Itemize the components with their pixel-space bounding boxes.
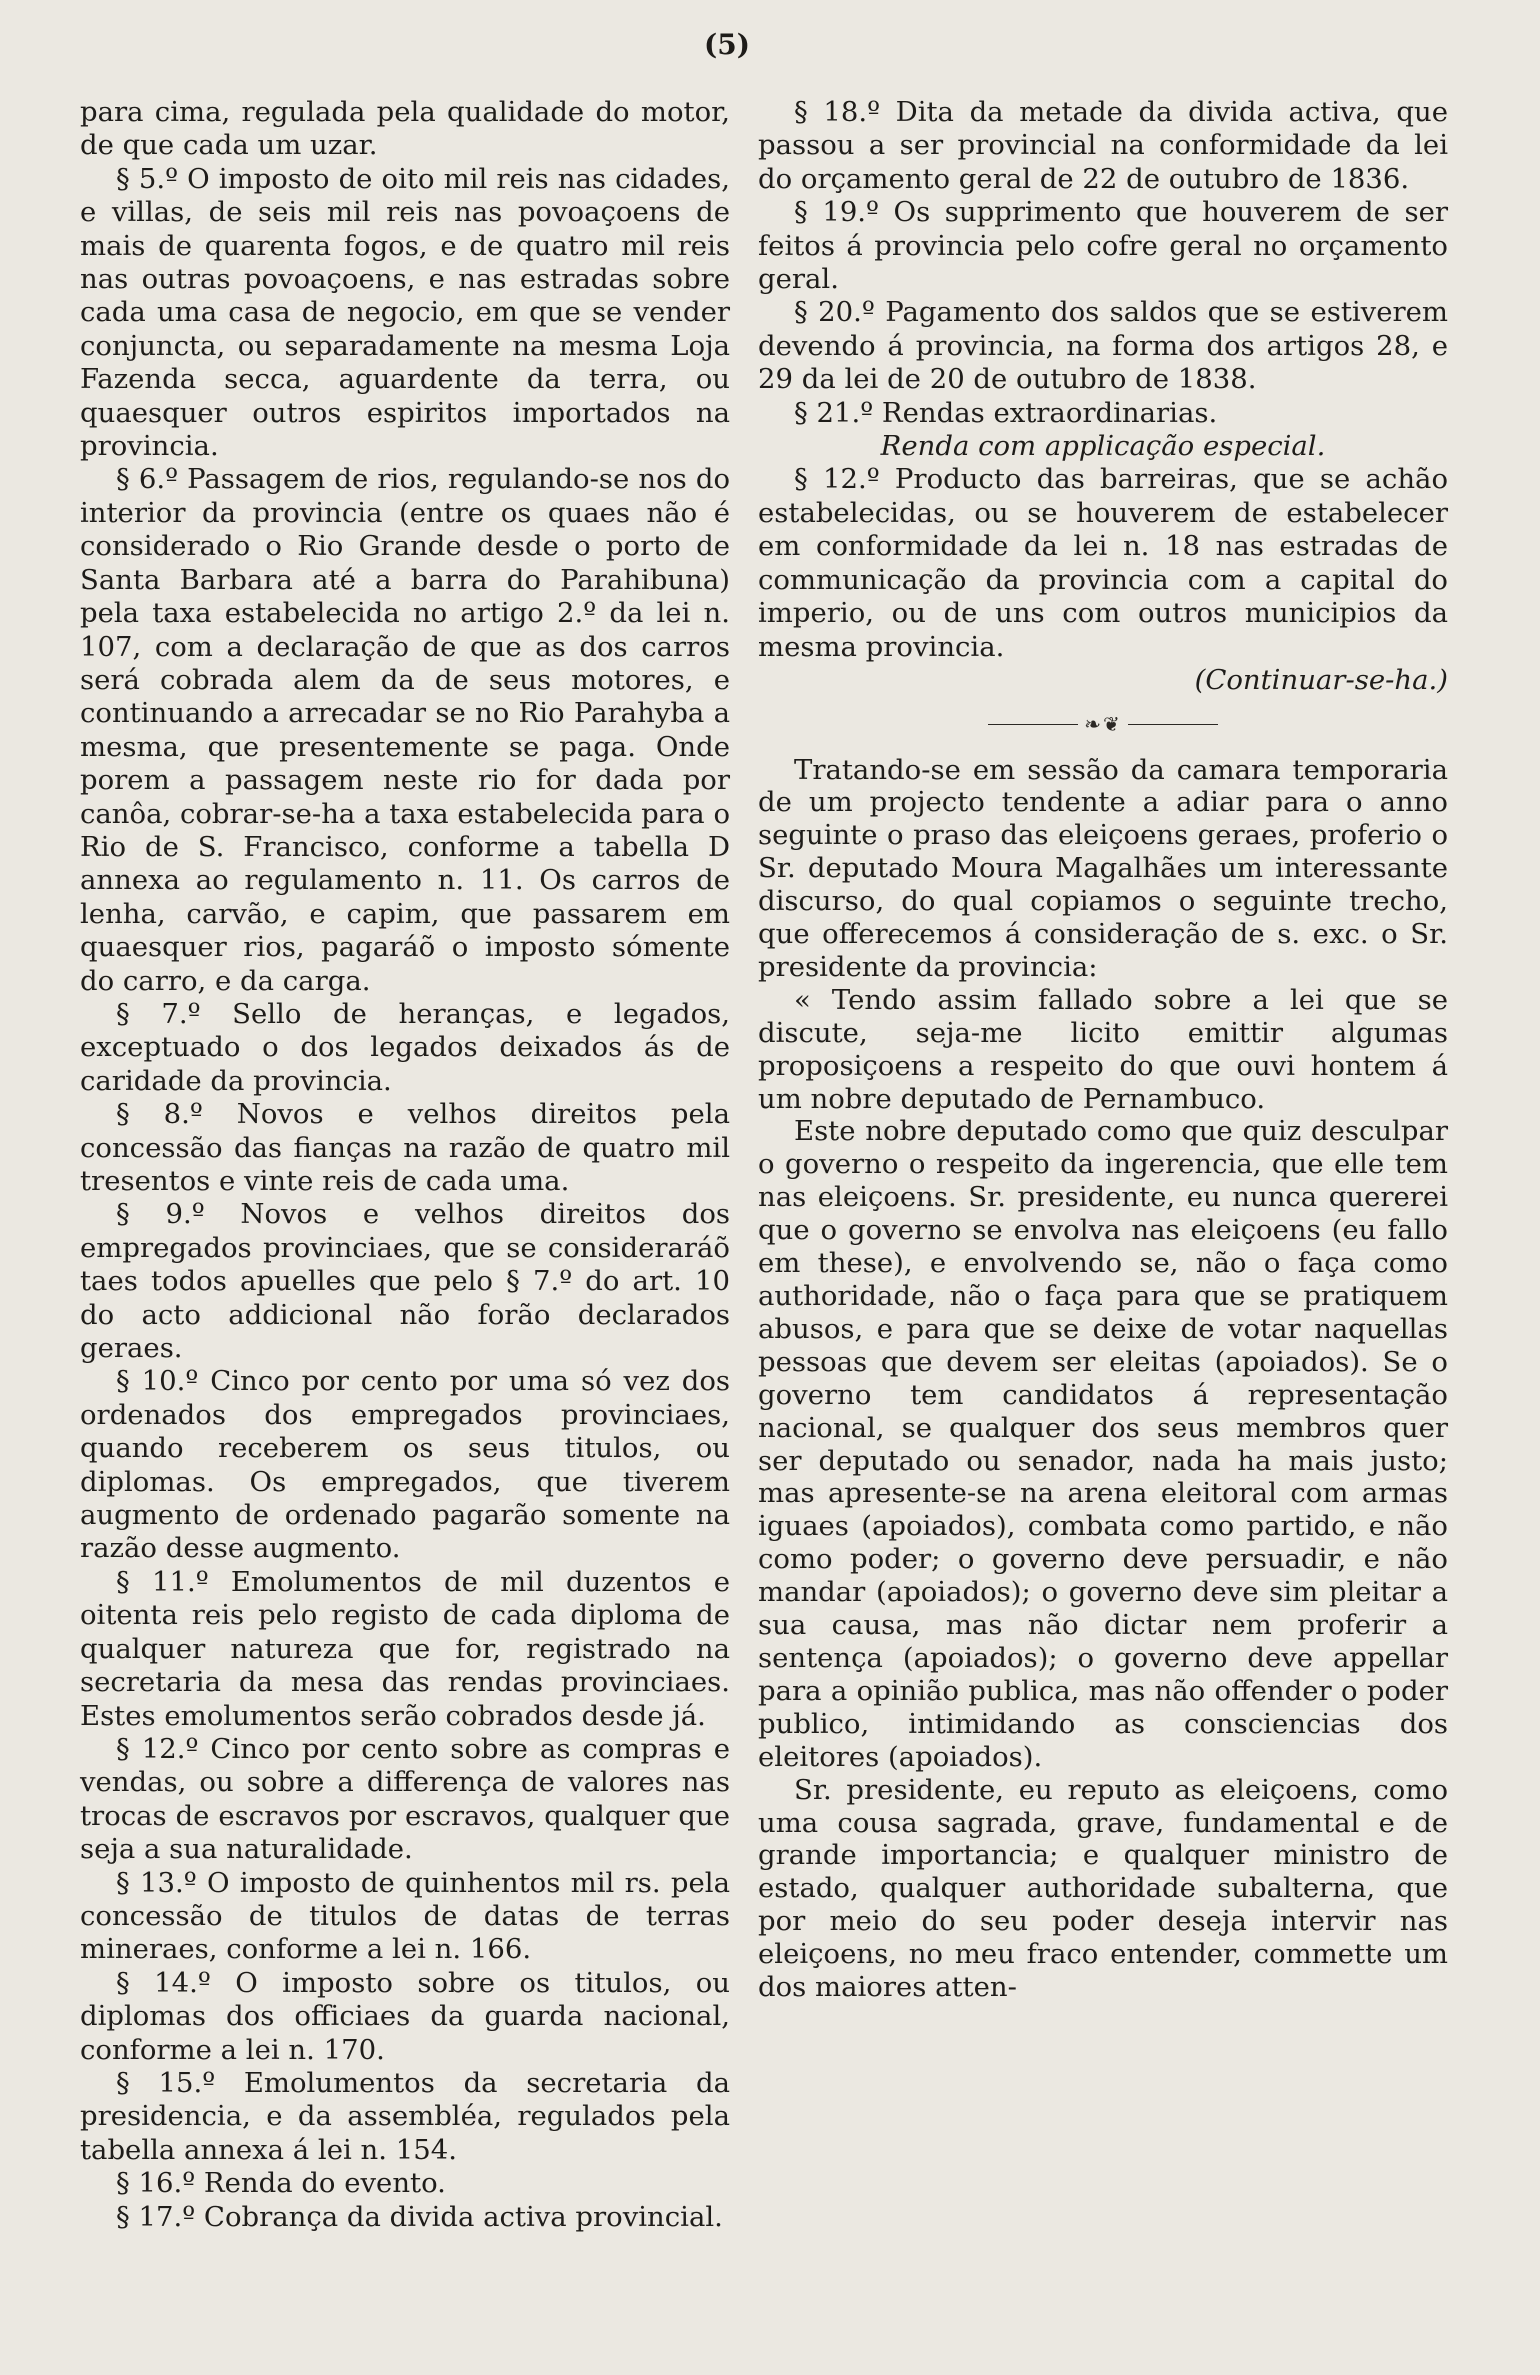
paragraph-section-19: § 19.º Os supprimento que houverem de ser feitos á provincia pelo cofre geral no orçamento geral. xyxy=(758,196,1448,296)
ornament-icon: ❧❦ xyxy=(1084,712,1122,737)
paragraph-section-17: § 17.º Cobrança da divida activa provincial. xyxy=(116,2200,723,2233)
paragraph-speech-2: Este nobre deputado como que quiz desculpar o governo o respeito da ingerencia, que elle tem nas eleiçoens. Sr. presidente, eu nunca quererei que o governo se envolva nas eleiçoens (eu fallo em these), e envolvendo se, não o faça como authoridade, não o faça para que se pratiquem abusos, e para que se deixe de votar naquellas pessoas que devem ser eleitas (apoiados). Se o governo tem candidatos á representação nacional, se qualquer dos seus membros quer ser deputado ou senador, nada ha mais justo; mas apresente-se na arena eleitoral com armas iguaes (apoiados), combata como partido, e não como poder; o governo deve persuadir, e não mandar (apoiados); o governo deve sim pleitar a sua causa, mas não dictar nem proferir a sentença (apoiados); o governo deve appellar para a opinião publica, mas não offender o poder publico, intimidando as consciencias dos eleitores (apoiados). xyxy=(758,1115,1448,1773)
paragraph-section-15: § 15.º Emolumentos da secretaria da presidencia, e da assembléa, regulados pela tabella annexa á lei n. 154. xyxy=(80,2066,730,2166)
right-column xyxy=(758,96,1448,2004)
paragraph-section-16: § 16.º Renda do evento. xyxy=(116,2167,446,2200)
paragraph-section-9: § 9.º Novos e velhos direitos dos empregados provinciaes, que se consideraráõ taes todos apuelles que pelo § 7.º do art. 10 do acto addicional não forão declarados geraes. xyxy=(80,1198,730,1365)
paragraph-speech-3: Sr. presidente, eu reputo as eleiçoens, como uma cousa sagrada, grave, fundamental e de grande importancia; e qualquer ministro de estado, qualquer authoridade subalterna, que por meio do seu poder deseja intervir nas eleiçoens, no meu fraco entender, commette um dos maiores atten- xyxy=(758,1773,1448,2004)
paragraph-section-11: § 11.º Emolumentos de mil duzentos e oitenta reis pelo registo de cada diploma de qualquer natureza que for, registrado na secretaria da mesa das rendas provinciaes. Estes emolumentos serão cobrados desde já. xyxy=(80,1565,730,1732)
divider-line-right xyxy=(1128,724,1218,725)
paragraph-section-21: § 21.º Rendas extraordinarias. xyxy=(794,396,1218,429)
paragraph-section-10: § 10.º Cinco por cento por uma só vez dos ordenados dos empregados provinciaes, quando receberem os seus titulos, ou diplomas. Os empregados, que tiverem augmento de ordenado pagarão somente na razão desse augmento. xyxy=(80,1365,730,1565)
left-column xyxy=(80,96,730,2234)
paragraph-section-5: § 5.º O imposto de oito mil reis nas cidades, e villas, de seis mil reis nas povoaçoens de mais de quarenta fogos, e de quatro mil reis nas outras povoaçoens, e nas estradas sobre cada uma casa de negocio, em que se vender conjuncta, ou separadamente na mesma Loja Fazenda secca, aguardente da terra, ou quaesquer outros espiritos importados na provincia. xyxy=(80,162,730,463)
paragraph-special-12: § 12.º Producto das barreiras, que se achão estabelecidas, ou se houverem de estabelecer em conformidade da lei n. 18 nas estradas de communicação da provincia com a capital do imperio, ou de uns com outros municipios da mesma provincia. xyxy=(758,463,1448,663)
divider-ornament xyxy=(758,707,1448,741)
paragraph-section-7: § 7.º Sello de heranças, e legados, exceptuado o dos legados deixados ás de caridade da provincia. xyxy=(80,997,730,1097)
paragraph-intro: Tratando-se em sessão da camara temporaria de um projecto tendente a adiar para o anno seguinte o praso das eleiçoens geraes, proferio o Sr. deputado Moura Magalhães um interessante discurso, do qual copiamos o seguinte trecho, que offerecemos á consideração de s. exc. o Sr. presidente da provincia: xyxy=(758,753,1448,983)
paragraph-section-6: § 6.º Passagem de rios, regulando-se nos do interior da provincia (entre os quaes não é considerado o Rio Grande desde o porto de Santa Barbara até a barra do Parahibuna) pela taxa estabelecida no artigo 2.º da lei n. 107, com a declaração de que as dos carros será cobrada alem da de seus motores, e continuando a arrecadar se no Rio Parahyba a mesma, que presentemente se paga. Onde porem a passagem neste rio for dada por canôa, cobrar-se-ha a taxa estabelecida para o Rio de S. Francisco, conforme a tabella D annexa ao regulamento n. 11. Os carros de lenha, carvão, e capim, que passarem em quaesquer rios, pagaráõ o imposto sómente do carro, e da carga. xyxy=(80,463,730,997)
divider-line-left xyxy=(988,724,1078,725)
paragraph-section-20: § 20.º Pagamento dos saldos que se estiverem devendo á provincia, na forma dos artigos 28, e 29 da lei de 20 de outubro de 1838. xyxy=(758,296,1448,396)
page-number: (5) xyxy=(704,28,750,61)
paragraph-continuation: para cima, regulada pela qualidade do motor, de que cada um uzar. xyxy=(80,96,730,162)
paragraph-section-14: § 14.º O imposto sobre os titulos, ou diplomas dos officiaes da guarda nacional, conforme a lei n. 170. xyxy=(80,1966,730,2066)
continued-note: (Continuar-se-ha.) xyxy=(1194,663,1448,696)
paragraph-section-12: § 12.º Cinco por cento sobre as compras e vendas, ou sobre a differença de valores nas trocas de escravos por escravos, qualquer que seja a sua naturalidade. xyxy=(80,1732,730,1866)
paragraph-section-18: § 18.º Dita da metade da divida activa, que passou a ser provincial na conformidade da lei do orçamento geral de 22 de outubro de 1836. xyxy=(758,96,1448,195)
paragraph-speech-1: « Tendo assim fallado sobre a lei que se discute, seja-me licito emittir algumas proposiçoens a respeito do que ouvi hontem á um nobre deputado de Pernambuco. xyxy=(758,983,1448,1115)
section-heading: Renda com applicação especial. xyxy=(880,430,1326,463)
paragraph-section-8: § 8.º Novos e velhos direitos pela concessão das fianças na razão de quatro mil tresentos e vinte reis de cada uma. xyxy=(80,1098,730,1197)
paragraph-section-13: § 13.º O imposto de quinhentos mil rs. pela concessão de titulos de datas de terras mineraes, conforme a lei n. 166. xyxy=(80,1866,730,1966)
